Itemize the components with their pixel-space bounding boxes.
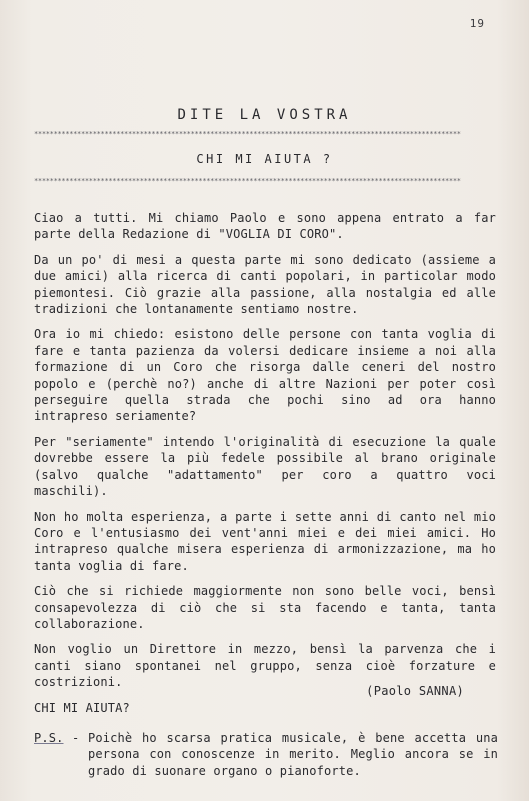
- postscript-text: Poichè ho scarsa pratica musicale, è bene accetta una persona con conoscenze in merito. Meglio ancora se in grado di suonare organo o pianoforte.: [88, 731, 498, 778]
- paragraph-requirements: Ciò che si richiede maggiormente non sono belle voci, bensì consapevolezza di ciò che si sta facendo e tanta, tanta collaborazione.: [34, 584, 496, 631]
- article-body: [34, 210, 496, 725]
- postscript: [34, 730, 498, 779]
- paragraph-director: Non voglio un Direttore in mezzo, bensì la parvenza che i canti siano spontanei nel gruppo, senza cioè forzature e costrizioni.: [34, 642, 496, 690]
- paragraph-research: Da un po' di mesi a questa parte mi sono dedicato (assieme a due amici) alla ricerca di canti popolari, in particolar modo piemontesi. Ciò grazie alla passione, alla nostalgia ed alle tradizioni che lontanamente sentiamo nostre.: [34, 252, 496, 317]
- closing-question: CHI MI AIUTA?: [34, 700, 130, 715]
- article-title: CHI MI AIUTA ?: [196, 152, 333, 166]
- postscript-label: P.S.: [34, 731, 64, 745]
- postscript-dash: -: [72, 731, 80, 745]
- star-divider-bottom: *************************************************************************************************************: [34, 177, 461, 185]
- paragraph-question: Ora io mi chiedo: esistono delle persone con tanta voglia di fare e tanta pazienza da volersi dedicare insieme a noi alla formazione di un Coro che risorga dalle ceneri del nostro popolo e (perchè no?) anche di altre Nazioni per poter così perseguire quella strada che pochi sino ad ora hanno intrapreso seriamente?: [34, 327, 496, 424]
- star-divider-top: *************************************************************************************************************: [34, 130, 461, 138]
- page-number: 19: [469, 17, 485, 30]
- paragraph-experience: Non ho molta esperienza, a parte i sette anni di canto nel mio Coro e l'entusiasmo dei vent'anni miei e dei miei amici. Ho intrapreso qualche misera esperienza di armonizzazione, ma ho tanta voglia di fare.: [34, 509, 496, 573]
- section-title: DITE LA VOSTRA: [177, 107, 352, 123]
- paragraph-intro: Ciao a tutti. Mi chiamo Paolo e sono appena entrato a far parte della Redazione di "VOGLIA DI CORO".: [34, 211, 496, 242]
- author-signature: (Paolo SANNA): [366, 684, 464, 698]
- paragraph-seriously: Per "seriamente" intendo l'originalità di esecuzione la quale dovrebbe essere la più fedele possibile al brano originale (salvo qualche "adattamento" per coro a quattro voci maschili).: [34, 434, 496, 499]
